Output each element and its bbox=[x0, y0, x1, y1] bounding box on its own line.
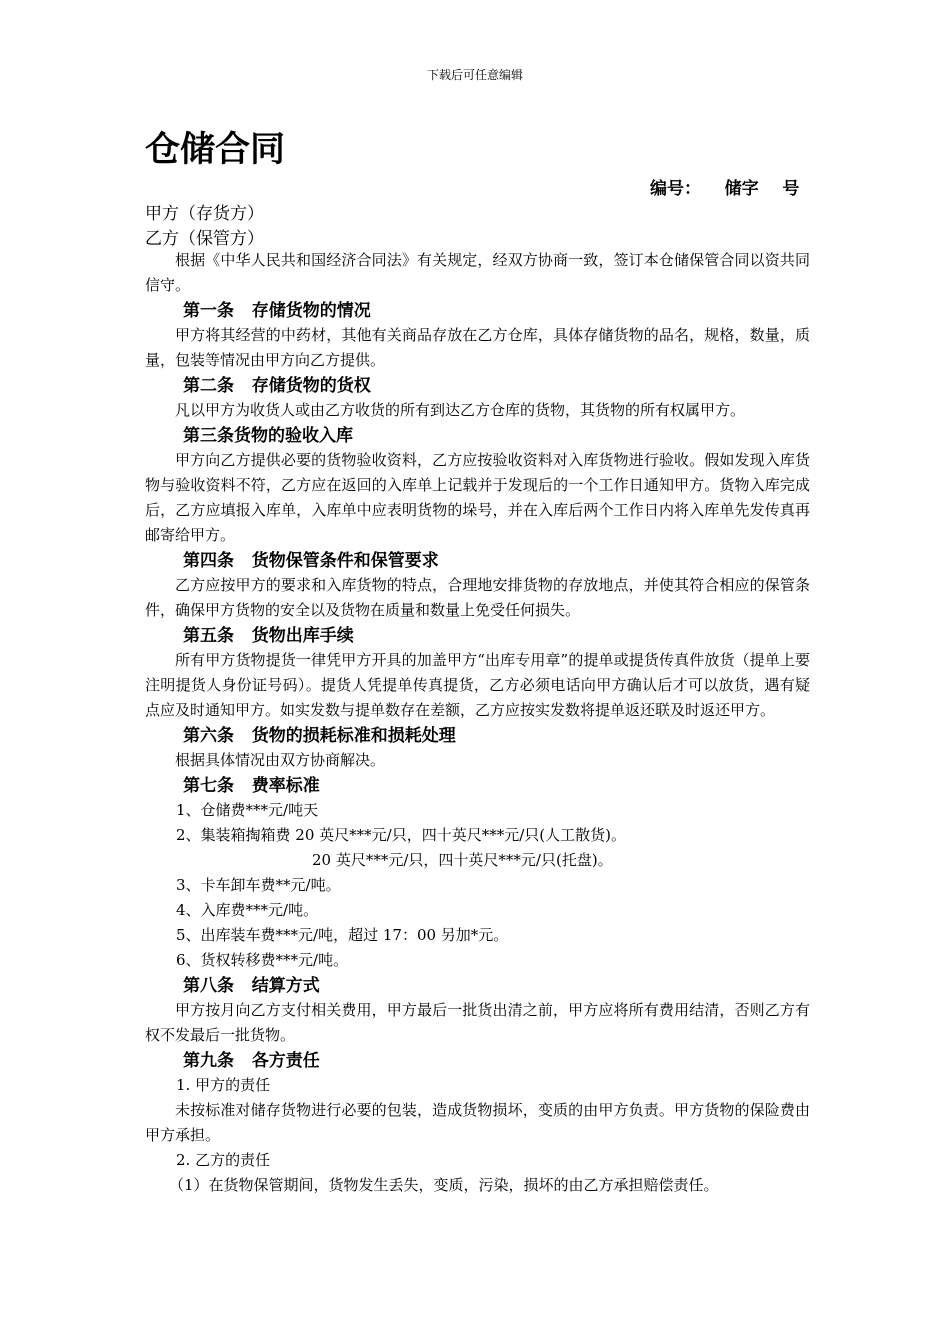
article-heading: 第三条货物的验收入库 bbox=[183, 426, 353, 446]
article-paragraph: 乙方应按甲方的要求和入库货物的特点，合理地安排货物的存放地点，并使其符合相应的保管条件，确保甲方货物的安全以及货物在质量和数量上免受任何损失。 bbox=[145, 576, 810, 619]
document-title: 仓储合同 bbox=[145, 130, 286, 170]
article-paragraph: 凡以甲方为收货人或由乙方收货的所有到达乙方仓库的货物，其货物的所有权属甲方。 bbox=[175, 401, 746, 419]
sub-heading: 1. 甲方的责任 bbox=[176, 1076, 271, 1094]
article-heading: 第七条 费率标准 bbox=[183, 776, 320, 796]
contract-number: 编号： 储字 号 bbox=[650, 179, 800, 199]
article-heading: 第六条 货物的损耗标准和损耗处理 bbox=[183, 726, 456, 746]
article-paragraph: 未按标准对储存货物进行必要的包装，造成货物损坏，变质的由甲方负责。甲方货物的保险费由甲方承担。 bbox=[145, 1101, 810, 1144]
fee-item-continued: 20 英尺***元/只，四十英尺***元/只(托盘)。 bbox=[312, 851, 613, 869]
article-heading: 第五条 货物出库手续 bbox=[183, 626, 354, 646]
article-heading: 第八条 结算方式 bbox=[183, 976, 320, 996]
header-note: 下载后可任意编辑 bbox=[426, 68, 523, 82]
sub-heading: 2. 乙方的责任 bbox=[176, 1151, 271, 1169]
fee-item: 3、卡车卸车费**元/吨。 bbox=[176, 876, 341, 894]
party-a: 甲方（存货方） bbox=[145, 204, 264, 224]
article-heading: 第九条 各方责任 bbox=[183, 1051, 320, 1071]
article-paragraph: 甲方向乙方提供必要的货物验收资料，乙方应按验收资料对入库货物进行验收。假如发现入库货物与验收资料不符，乙方应在返回的入库单上记载并于发现后的一个工作日通知甲方。货物入库完成后，乙方应填报入库单，入库单中应表明货物的垛号，并在入库后两个工作日内将入库单先发传真再邮寄给甲方。 bbox=[145, 451, 810, 544]
responsibility-item: （1）在货物保管期间，货物发生丢失，变质，污染，损坏的由乙方承担赔偿责任。 bbox=[169, 1176, 719, 1194]
party-b: 乙方（保管方） bbox=[145, 229, 264, 249]
article-heading: 第四条 货物保管条件和保管要求 bbox=[183, 551, 439, 571]
article-heading: 第一条 存储货物的情况 bbox=[183, 301, 371, 321]
preamble: 根据《中华人民共和国经济合同法》有关规定，经双方协商一致，签订本仓储保管合同以资共同信守。 bbox=[145, 251, 810, 294]
article-paragraph: 甲方将其经营的中药材，其他有关商品存放在乙方仓库，具体存储货物的品名，规格，数量，质量，包装等情况由甲方向乙方提供。 bbox=[145, 326, 810, 369]
fee-item: 2、集装箱掏箱费 20 英尺***元/只，四十英尺***元/只(人工散货)。 bbox=[176, 826, 626, 844]
fee-item: 1、仓储费***元/吨天 bbox=[176, 801, 319, 819]
fee-item: 4、入库费***元/吨。 bbox=[176, 901, 319, 919]
article-paragraph: 甲方按月向乙方支付相关费用，甲方最后一批货出清之前，甲方应将所有费用结清，否则乙方有权不发最后一批货物。 bbox=[145, 1001, 810, 1044]
article-heading: 第二条 存储货物的货权 bbox=[183, 376, 371, 396]
fee-item: 5、出库装车费***元/吨，超过 17：00 另加*元。 bbox=[176, 926, 509, 944]
fee-item: 6、货权转移费***元/吨。 bbox=[176, 951, 349, 969]
article-paragraph: 所有甲方货物提货一律凭甲方开具的加盖甲方“出库专用章”的提单或提货传真件放货（提单上要注明提货人身份证号码）。提货人凭提单传真提货，乙方必须电话向甲方确认后才可以放货，遇有疑点应及时通知甲方。如实发数与提单数存在差额，乙方应按实发数将提单返还联及时返还甲方。 bbox=[145, 651, 810, 719]
contract-body bbox=[145, 248, 810, 1198]
article-paragraph: 根据具体情况由双方协商解决。 bbox=[175, 751, 386, 769]
